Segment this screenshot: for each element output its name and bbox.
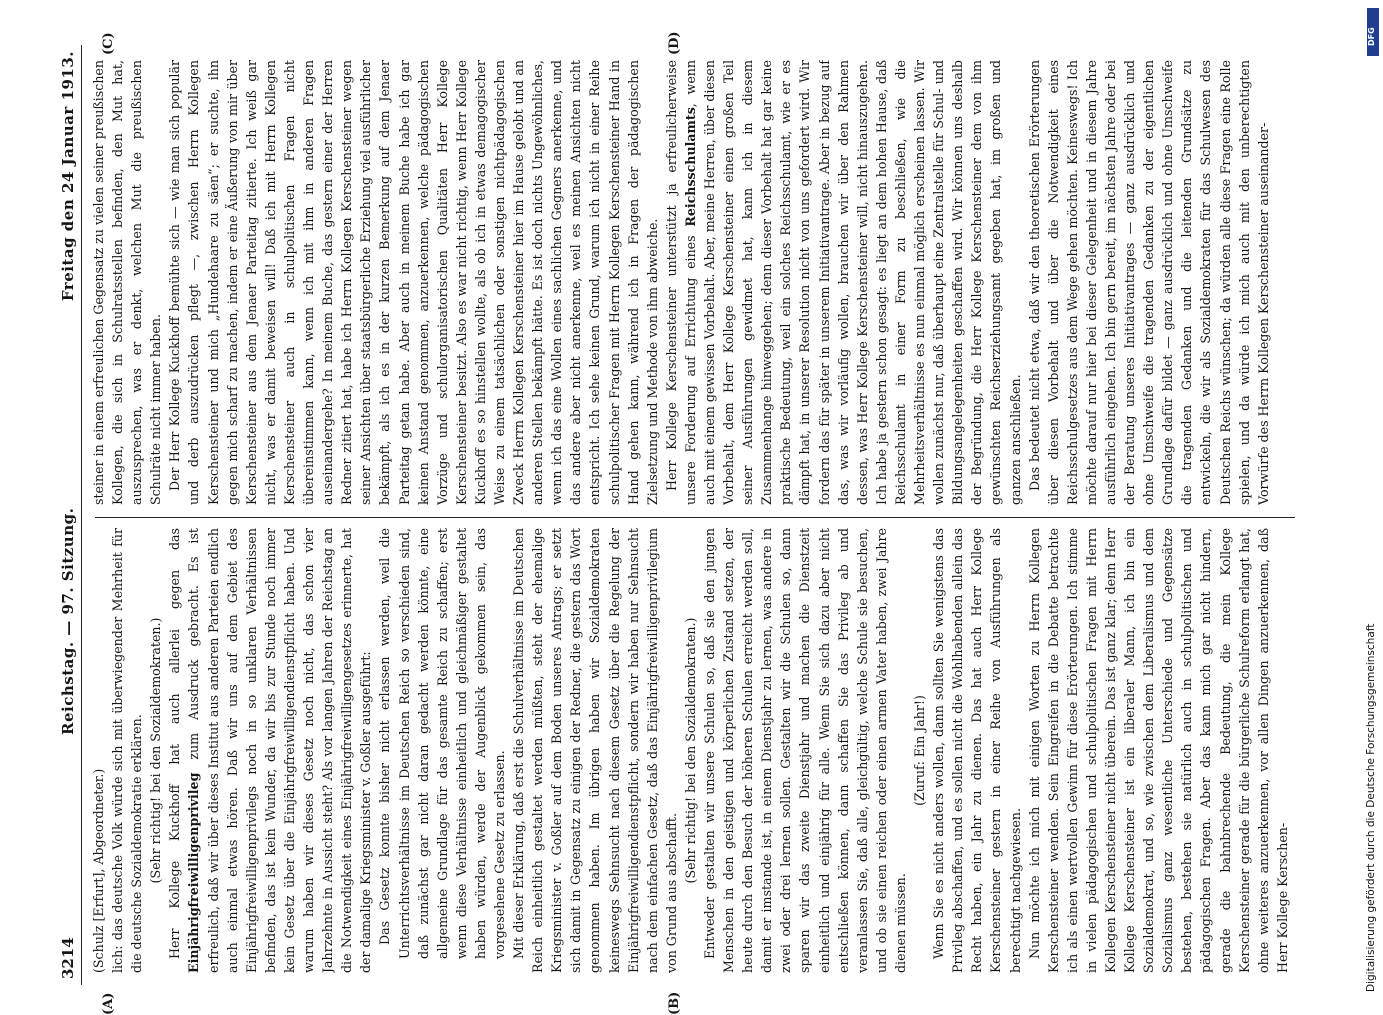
paragraph: Das bedeutet nicht etwa, daß wir den theoretischen Erörterungen über diesen Vorbehalt und über die Notwendigkeit eines Reichsschulgesetzes aus dem Wege gehen möchten. Keineswegs! Ich möchte darauf nur hier bei dieser Gelegenheit und in diesem Jahre ausführlich eingehen. Ich bin gern bereit, im nächsten Jahre oder bei der Beratung unseres Initiativantrages — ganz ausdrücklich und ohne Umschweife die tragenden Gedanken zu der eigentlichen Grundlage dafür bildet — ganz ausdrücklich und ohne Umschweife die tragenden Gedanken und die leitenden Grundsätze zu entwickeln, die wir als Sozialdemokraten für das Schulwesen des Deutschen Reichs wünschen; da würden alle diese Fragen eine Rolle spielen, und da würde ich mich auch mit den unberechtigten Vorwürfe des Herrn Kollegen Kerschensteiner auseinander- [1026, 60, 1271, 505]
paragraph: Mit dieser Erklärung, daß erst die Schulverhältnisse im Deutschen Reich einheitlich gestaltet werden müßten, steht der ehemalige Kriegsminister v. Goßler auf dem Boden unseres Antrags; er setzt sich damit in Gegensatz zu einigen der Redner, die gestern das Wort genommen haben. Im übrigen haben wir Sozialdemokraten keineswegs Sehnsucht nach diesem Gesetz über die Regelung der Einjährigfreiwilligendienstpflicht, sondern wir haben nur Sehnsucht nach dem einfachen Gesetz, daß das Einjährigfreiwilligenprivilegium von Grund aus abschafft. [511, 528, 679, 973]
page-header [55, 45, 82, 985]
paragraph-reichsschulamt [662, 60, 1025, 505]
interjection: (Sehr richtig! bei den Sozialdemokraten.) [148, 617, 164, 884]
session-title: Reichstag. — 97. Sitzung. [59, 507, 77, 735]
text-span: Herr Kollege Kerschensteiner unterstützt ja erfreulicherweise unsere Forderung auf Errichtung eines [663, 60, 698, 505]
dfg-logo: DFG [1367, 8, 1379, 56]
paragraph: Der Herr Kollege Kuckhoff bemühte sich — wie man sich populär und derb auszudrücken pflegt —, zwischen Herrn Kollegen Kerschensteiner und mich „Hundehaare zu säen“; er suchte, ihn gegen mich scharf zu machen, indem er eine Äußerung von mir über Kerschensteiner aus dem Jenaer Parteitag zitierte. Ich weiß gar nicht, was er damit beweisen will! Daß ich mit Herrn Kollegen Kerschensteiner auch in schulpolitischen Fragen nicht übereinstimmen kann, wenn ich mit ihm in anderen Fragen auseinandergehe? In meinem Buche, das gestern einer der Herren Redner zitiert hat, habe ich Herrn Kollegen Kerschensteiner wegen seiner Ansichten über staatsbürgerliche Erziehung viel ausführlicher bekämpft, als ich es in der kurzen Bemerkung auf dem Jenaer Parteitag getan habe. Aber auch in meinem Buche habe ich gar keinen Anstand genommen, anzuerkennen, welche pädagogischen Vorzüge und schulorganisatorischen Qualitäten Herr Kollege Kerschensteiner besitzt. Also es war nicht richtig, wenn Herr Kollege Kuckhoff es so hinstellen wollte, als ob ich in etwas demagogischer Weise zu einem tatsächlichen oder sonstigen nichtpädagogischen Zweck Herrn Kollegen Kerschensteiner hier im Hause gelobt und an anderen Stellen bekämpft hätte. Es ist doch nichts Ungewöhnliches, wenn ich das eine Wollen eines sachlichen Gegners anerkenne, und das andere aber nicht anerkenne, weil es meinen Ansichten nicht entspricht. Ich sehe keinen Grund, warum ich nicht in einer Reihe schulpolitischer Fragen mit Herrn Kollegen Kerschensteiner Hand in Hand gehen kann, während ich in Fragen der pädagogischen Zielsetzung und Methode von ihm abweiche. [167, 60, 660, 505]
paragraph-privileg [165, 528, 375, 973]
right-column [89, 60, 1305, 505]
paragraph: Nun möchte ich mich mit einigen Worten zu Herrn Kollegen Kerschensteiner wenden. Sein Eingreifen in die Debatte betrachte ich als einen wertvollen Gewinn für diese Erörterungen. Ich stimme in vielen pädagogischen und schulpolitischen Fragen mit Herrn Kollegen Kerschensteiner nicht überein. Das ist ganz klar; denn Herr Kollege Kerschensteiner ist ein liberaler Mann, ich bin ein Sozialdemokrat, und so, wie zwischen dem Liberalismus und dem Sozialismus ganz wesentliche Unterschiede und Gegensätze bestehen, bestehen sie natürlich auch in schulpolitischen und pädagogischen Fragen. Aber das kann mich gar nicht hindern, gerade die bahnbrechende Bedeutung, die mein Kollege Kerschensteiner gerade für die bürgerliche Schulreform erlangt hat, ohne weiteres anzuerkennen, vor allen Dingen anzuerkennen, daß Herr Kollege Kerschen- [1026, 528, 1290, 973]
bold-keyword: Reichsschulamts [682, 107, 698, 227]
text-span: Herr Kollege Kuckhoff hat auch allerlei gegen das [167, 528, 183, 959]
left-column [89, 528, 1305, 973]
speaker-attribution: (Schulz [Erfurt], Abgeordneter.) [91, 768, 106, 973]
column-divider [95, 517, 1295, 518]
interjection: (Zuruf: Ein Jahr!) [912, 695, 928, 806]
digitization-note: Digitalisierung gefördert durch die Deutsche Forschungsgemeinschaft [1365, 623, 1377, 992]
quotation: Das Gesetz konnte bisher nicht erlassen werden, weil die Unterrichtsverhältnisse im Deutschen Reich so verschieden sind, daß zunächst gar nicht daran gedacht werden könnte, eine allgemeine Grundlage für das gesamte Reich zu schaffen; erst wenn diese Verhältnisse einheitlich und gleichmäßiger gestaltet haben würden, werde der Augenblick gekommen sein, das vorgesehene Gesetz zu erlassen. [377, 528, 507, 959]
interjection: (Sehr richtig! bei den Sozialdemokraten.) [682, 617, 698, 884]
paragraph: Wenn Sie es nicht anders wollen, dann sollten Sie wenigstens das Privileg abschaffen, und es sollen nicht die Wohlhabenden allein das Recht haben, ein Jahr zu dienen. Das hat auch Herr Kollege Kerschensteiner gestern in einer Reihe von Ausführungen als berechtigt nachgewiesen. [931, 528, 1023, 973]
page-number: 3214 [59, 937, 77, 979]
paragraph: steiner in einem erfreulichen Gegensatz zu vielen seiner preußischen Kollegen, die sich in Schulratsstellen befinden, den Mut hat, auszusprechen, was er denkt, welchen Mut die preußischen Schulräte nicht immer haben. [91, 60, 164, 505]
margin-marker-b: (B) [667, 991, 682, 1015]
rotated-page [55, 31, 1310, 1015]
text-span: zum Ausdruck gebracht. Es ist erfreulich, daß wir über dieses Institut aus anderen Parteien endlich auch einmal etwas hören. Daß wir uns auf dem Gebiet des Einjährigfreiwilligenprivilegs noch in so unklaren Verhältnissen befinden, das ist kein Wunder, da wir bis zur Stunde noch immer kein Gesetz über die Einjährigfreiwilligendienstpflicht haben. Und warum haben wir dieses Gesetz noch nicht, das schon vier Jahrzehnte in Aussicht steht? Als vor langen Jahren der Reichstag an die Notwendigkeit eines Einjährigfreiwilligengesetzes erinnerte, hat der damalige Kriegsminister v. Goßler ausgeführt: [186, 528, 374, 973]
paragraph: Entweder gestalten wir unsere Schulen so, daß sie den jungen Menschen in den geistigen und körperlichen Zustand setzen, der heute durch den Besuch der höheren Schulen erreicht werden soll, damit er imstande ist, in einem Dienstjahr zu lernen, was andere in zwei oder drei lernen sollen. Gestalten wir die Schulen so, dann sparen wir das zweite Dienstjahr und machen die Dienstzeit einheitlich und einjährig für alle. Wenn Sie sich dazu aber nicht entschließen können, dann schaffen Sie das Privileg ab und veranlassen Sie, daß alle, gleichgültig, welche Schule sie besuchen, und ob sie einen reichen oder einen armen Vater haben, zwei Jahre dienen müssen. [702, 528, 908, 973]
text-span: , wenn auch mit einem gewissen Vorbehalt. Aber, meine Herren, über diesen Vorbehalt, dem Herr Kollege Kerschensteiner einen großen Teil seiner Ausführungen gewidmet hat, kann ich in diesem Zusammenhange hinweggehen; denn dieser Vorbehalt hat gar keine praktische Bedeutung, weil ein solches Reichsschulamt, wie er es dämpft hat, in unserer Resolution nicht von uns gefordert wird. Wir fordern das für später in unserem Initiativantrage. Aber in bezug auf das, was wir vorläufig wollen, brauchen wir über den Rahmen dessen, was Herr Kollege Kerschensteiner will, nicht hinauszugehen. Ich habe ja gestern schon gesagt: es liegt an dem hohen Hause, daß Reichsschulamt in einer Form zu beschließen, wie die Mehrheitsverhältnisse es nun einmal möglich erscheinen lassen. Wir wollen zunächst nur, daß überhaupt eine Zentralstelle für Schul- und Bildungsangelegenheiten geschaffen wird. Wir können uns deshalb der Begründung, die Herr Kollege Kerschensteiner dem von ihm gewünschten Reichserziehungsamt gegeben hat, im großen und ganzen anschließen. [682, 60, 1023, 505]
paragraph: lich: das deutsche Volk würde sich mit überwiegender Mehrheit für die deutsche Sozialdemokratie erklären. [110, 528, 145, 973]
margin-marker-a: (A) [101, 992, 116, 1015]
session-date: Freitag den 24 Januar 1913. [59, 51, 77, 302]
margin-marker-d: (D) [667, 31, 682, 55]
bold-keyword: Einjährigfreiwilligenprivileg [186, 772, 202, 973]
margin-marker-c: (C) [101, 32, 116, 55]
